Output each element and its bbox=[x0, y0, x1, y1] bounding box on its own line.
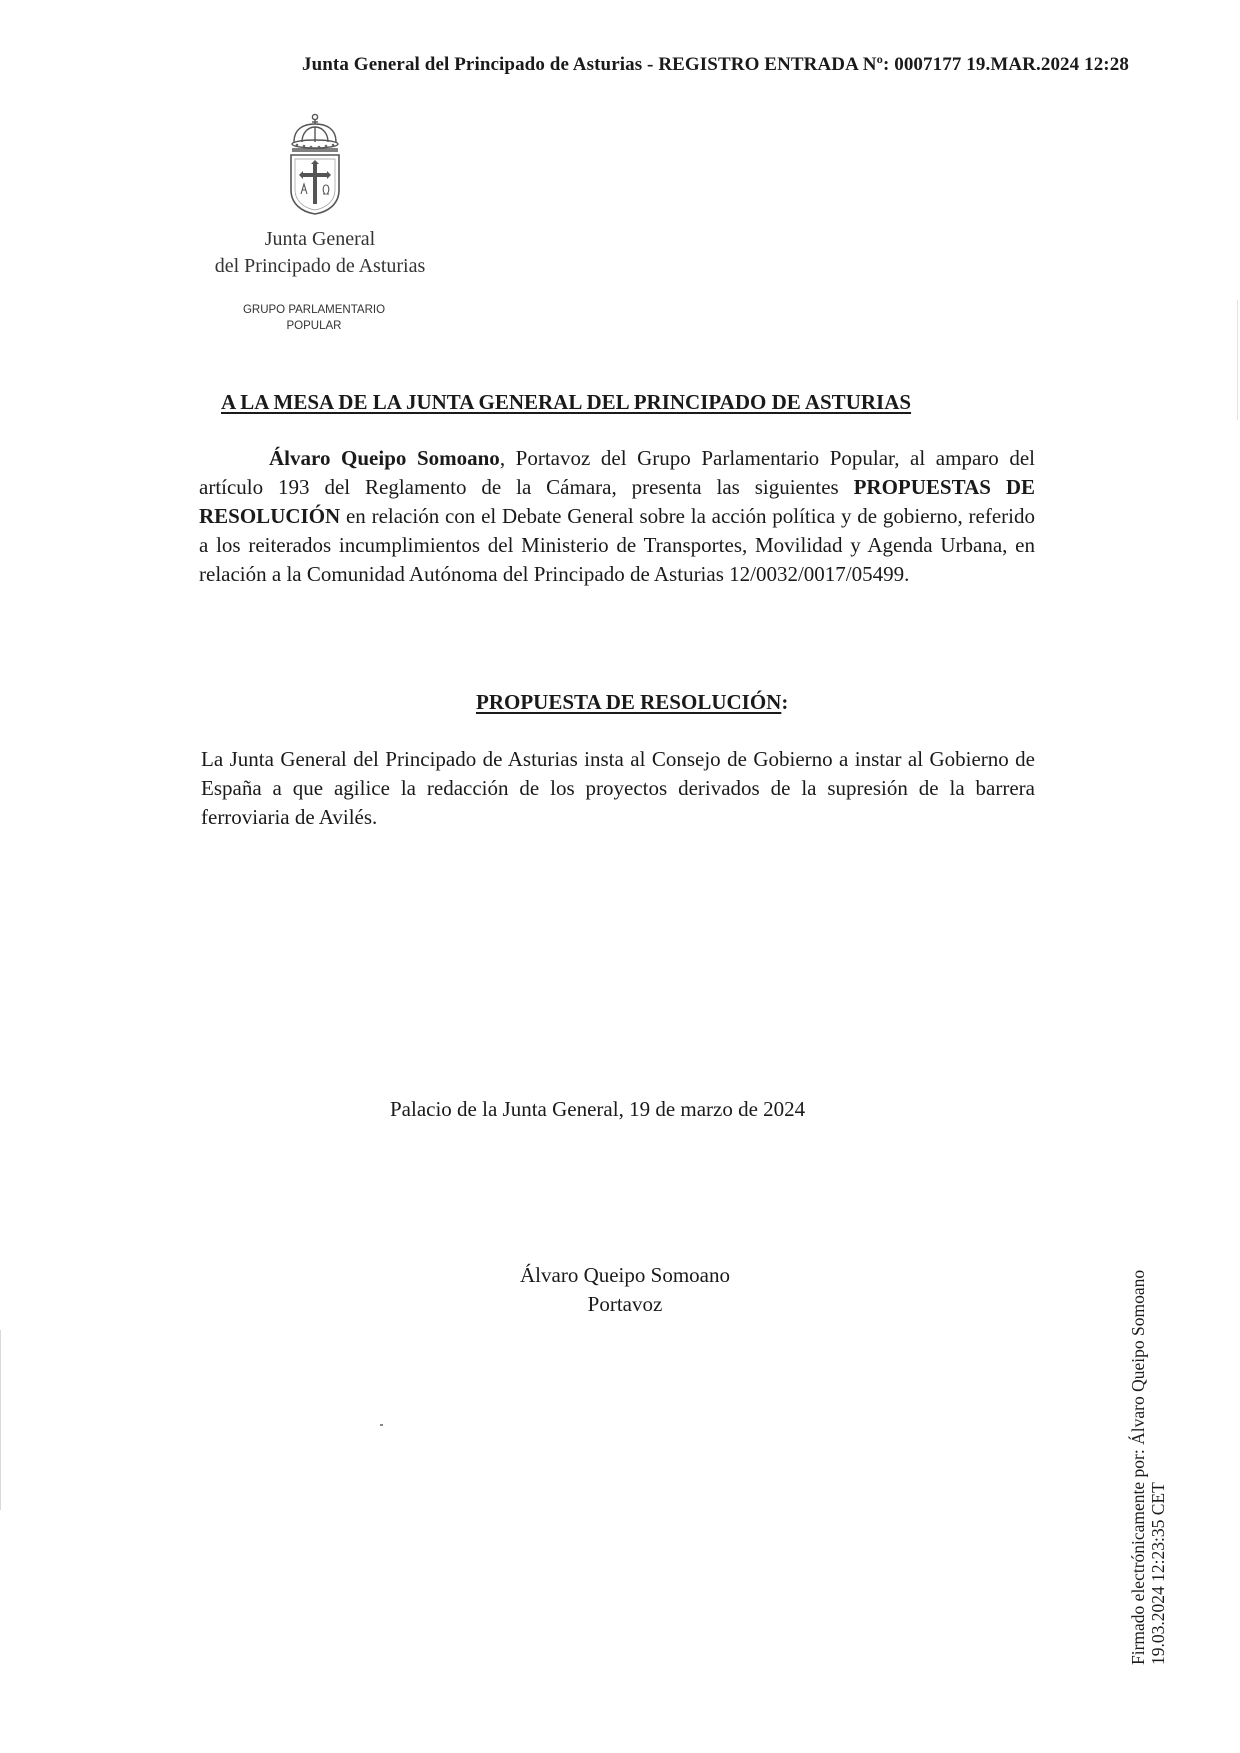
institution-name bbox=[170, 226, 470, 280]
scan-edge-left bbox=[0, 1330, 1, 1510]
intro-text-part1: , Portavoz del Grupo Parlamentario Popular, al amparo del artículo 193 del Reglamento de la Cámara, presenta las siguientes bbox=[199, 446, 1035, 499]
signatory-role: Portavoz bbox=[587, 1292, 663, 1316]
signature-block bbox=[470, 1261, 780, 1319]
electronic-signature-line1: Firmado electrónicamente por: Álvaro Queipo Somoano bbox=[1128, 1269, 1148, 1665]
institution-name-line1: Junta General bbox=[264, 228, 376, 250]
scan-edge-right bbox=[1237, 300, 1238, 420]
parliamentary-group-line1: GRUPO PARLAMENTARIO bbox=[242, 304, 386, 316]
resolution-subheading bbox=[476, 690, 788, 715]
document-heading: A LA MESA DE LA JUNTA GENERAL DEL PRINCIPADO DE ASTURIAS bbox=[221, 390, 912, 414]
electronic-signature bbox=[1128, 1270, 1168, 1665]
signatory-name: Álvaro Queipo Somoano bbox=[520, 1263, 730, 1287]
coat-of-arms-icon bbox=[284, 112, 346, 216]
intro-text-part2: en relación con el Debate General sobre la acción política y de gobierno, referido a los reiterados incumplimientos del Ministerio de Transportes, Movilidad y Agenda Urbana, en relación a la Comunidad Autónoma del Principado de Asturias 12/0032/0017/05499. bbox=[199, 504, 1035, 586]
resolution-subheading-colon: : bbox=[781, 690, 789, 714]
electronic-signature-line2: 19.03.2024 12:23:35 CET bbox=[1148, 1482, 1168, 1665]
institution-name-line2: del Principado de Asturias bbox=[214, 255, 426, 277]
intro-bold-term: PROPUESTAS DE RESOLUCIÓN bbox=[199, 475, 1035, 528]
scan-artifact bbox=[380, 1424, 383, 1426]
parliamentary-group-line2: POPULAR bbox=[286, 320, 342, 332]
resolution-paragraph: La Junta General del Principado de Asturias insta al Consejo de Gobierno a instar al Gobierno de España a que agilice la redacción de los proyectos derivados de la supresión de la barrera ferroviaria de Avilés. bbox=[201, 747, 1035, 829]
place-and-date: Palacio de la Junta General, 19 de marzo de 2024 bbox=[390, 1097, 806, 1121]
parliamentary-group bbox=[214, 302, 414, 334]
intro-author: Álvaro Queipo Somoano bbox=[269, 446, 500, 470]
resolution-subheading-text: PROPUESTA DE RESOLUCIÓN bbox=[476, 690, 782, 714]
intro-paragraph bbox=[199, 444, 1035, 589]
registry-stamp: Junta General del Principado de Asturias - REGISTRO ENTRADA Nº: 0007177 19.MAR.2024 12:28 bbox=[302, 54, 1129, 75]
